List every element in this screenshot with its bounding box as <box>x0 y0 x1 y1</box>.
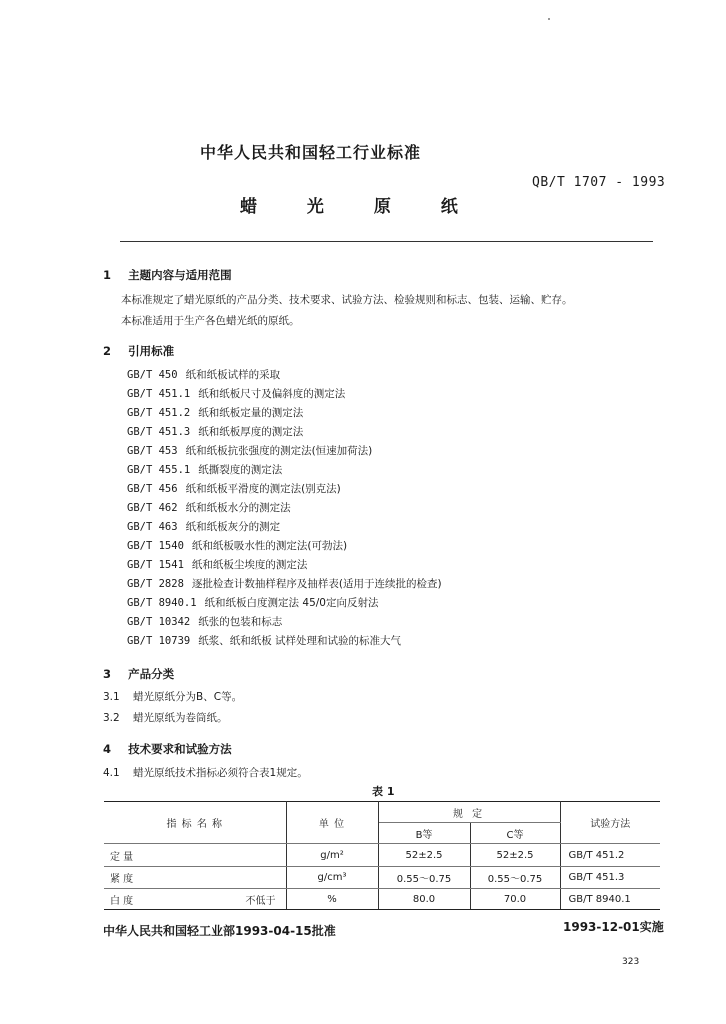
reference-item <box>127 386 345 401</box>
reference-code: GB/T 455.1 <box>127 464 191 476</box>
clause-number: 3.1 <box>103 691 120 703</box>
reference-code: GB/T 10342 <box>127 616 191 628</box>
section-2-heading <box>103 340 174 359</box>
reference-name: 纸和纸板厚度的测定法 <box>198 426 304 438</box>
reference-name: 纸和纸板白度测定法 45/0定向反射法 <box>204 597 379 609</box>
reference-code: GB/T 463 <box>127 521 178 533</box>
row-method: GB/T 8940.1 <box>560 889 660 910</box>
row-c: 0.55～0.75 <box>470 867 560 889</box>
reference-code: GB/T 451.1 <box>127 388 191 400</box>
header-grade-c: C等 <box>470 823 560 844</box>
section-1-paragraph: 本标准适用于生产各色蜡光纸的原纸。 <box>121 315 300 327</box>
header-divider <box>120 241 653 242</box>
clause-text: 蜡光原纸为卷筒纸。 <box>133 712 228 724</box>
clause-number: 4.1 <box>103 767 120 779</box>
standard-code: QB/T 1707 - 1993 <box>532 175 666 190</box>
section-number: 4 <box>103 742 112 756</box>
section-title: 技术要求和试验方法 <box>128 742 232 756</box>
section-number: 1 <box>103 268 112 282</box>
header-spec: 规 定 <box>378 802 560 823</box>
reference-item <box>127 462 282 477</box>
table-caption: 表 1 <box>372 785 395 798</box>
row-c: 70.0 <box>470 889 560 910</box>
section-title: 产品分类 <box>128 667 175 681</box>
clause-text: 蜡光原纸分为B、C等。 <box>133 691 243 703</box>
reference-code: GB/T 2828 <box>127 578 184 590</box>
row-method: GB/T 451.2 <box>560 844 660 867</box>
header-indicator: 指 标 名 称 <box>104 802 286 844</box>
section-1-heading <box>103 264 232 283</box>
table-row <box>104 844 660 867</box>
row-method: GB/T 451.3 <box>560 867 660 889</box>
section-title: 引用标准 <box>128 344 175 358</box>
row-unit: % <box>286 889 378 910</box>
reference-item <box>127 557 307 572</box>
reference-item <box>127 633 401 648</box>
clause-text: 蜡光原纸技术指标必须符合表1规定。 <box>133 767 308 779</box>
row-b: 80.0 <box>378 889 470 910</box>
reference-code: GB/T 1541 <box>127 559 184 571</box>
document-title: 蜡 光 原 纸 <box>240 197 480 217</box>
section-1-paragraph: 本标准规定了蜡光原纸的产品分类、技术要求、试验方法、检验规则和标志、包装、运输、贮存。 <box>121 294 573 306</box>
reference-code: GB/T 451.2 <box>127 407 191 419</box>
reference-code: GB/T 8940.1 <box>127 597 197 609</box>
reference-name: 纸和纸板试样的采取 <box>185 369 281 381</box>
reference-item <box>127 481 341 496</box>
header-unit: 单 位 <box>286 802 378 844</box>
row-c: 52±2.5 <box>470 844 560 867</box>
reference-item <box>127 576 442 591</box>
header-grade-b: B等 <box>378 823 470 844</box>
reference-name: 纸张的包装和标志 <box>198 616 283 628</box>
reference-code: GB/T 462 <box>127 502 178 514</box>
implementation-line: 1993-12-01实施 <box>563 920 664 934</box>
section-number: 2 <box>103 344 112 358</box>
approval-line: 中华人民共和国轻工业部1993-04-15批准 <box>103 924 336 938</box>
reference-code: GB/T 456 <box>127 483 178 495</box>
clause-3-1 <box>103 689 242 704</box>
reference-name: 纸和纸板尘埃度的测定法 <box>191 559 308 571</box>
page-number: 323 <box>622 957 640 967</box>
clause-3-2 <box>103 710 228 725</box>
reference-name: 逐批检查计数抽样程序及抽样表(适用于连续批的检查) <box>191 578 442 590</box>
clause-4-1 <box>103 765 308 780</box>
reference-code: GB/T 451.3 <box>127 426 191 438</box>
reference-name: 纸和纸板吸水性的测定法(可勃法) <box>191 540 348 552</box>
row-unit: g/m² <box>286 844 378 867</box>
table-row <box>104 889 660 910</box>
reference-name: 纸浆、纸和纸板 试样处理和试验的标准大气 <box>198 635 402 647</box>
reference-item <box>127 595 378 610</box>
reference-item <box>127 443 372 458</box>
reference-item <box>127 405 303 420</box>
row-name-cell <box>104 889 286 910</box>
reference-item <box>127 500 291 515</box>
reference-code: GB/T 453 <box>127 445 178 457</box>
row-name: 紧 度 <box>104 867 286 889</box>
section-number: 3 <box>103 667 112 681</box>
reference-item <box>127 424 303 439</box>
section-3-heading <box>103 663 174 682</box>
reference-name: 纸和纸板灰分的测定 <box>185 521 281 533</box>
reference-item <box>127 614 282 629</box>
reference-code: GB/T 10739 <box>127 635 191 647</box>
row-note: 不低于 <box>245 895 276 907</box>
reference-name: 纸撕裂度的测定法 <box>198 464 283 476</box>
spec-table <box>104 801 660 910</box>
section-4-heading <box>103 738 232 757</box>
row-name: 白 度 <box>110 895 134 907</box>
reference-code: GB/T 450 <box>127 369 178 381</box>
reference-name: 纸和纸板抗张强度的测定法(恒速加荷法) <box>185 445 373 457</box>
reference-name: 纸和纸板尺寸及偏斜度的测定法 <box>198 388 346 400</box>
reference-name: 纸和纸板水分的测定法 <box>185 502 291 514</box>
table-row <box>104 867 660 889</box>
section-title: 主题内容与适用范围 <box>128 268 232 282</box>
reference-item <box>127 519 280 534</box>
row-b: 52±2.5 <box>378 844 470 867</box>
header-method: 试验方法 <box>560 802 660 844</box>
reference-name: 纸和纸板平滑度的测定法(别克法) <box>185 483 341 495</box>
reference-code: GB/T 1540 <box>127 540 184 552</box>
reference-item <box>127 538 347 553</box>
row-name: 定 量 <box>104 844 286 867</box>
row-b: 0.55～0.75 <box>378 867 470 889</box>
row-unit: g/cm³ <box>286 867 378 889</box>
scan-speck <box>548 18 550 20</box>
clause-number: 3.2 <box>103 712 120 724</box>
reference-name: 纸和纸板定量的测定法 <box>198 407 304 419</box>
reference-item <box>127 367 280 382</box>
standard-title: 中华人民共和国轻工行业标准 <box>200 143 422 162</box>
